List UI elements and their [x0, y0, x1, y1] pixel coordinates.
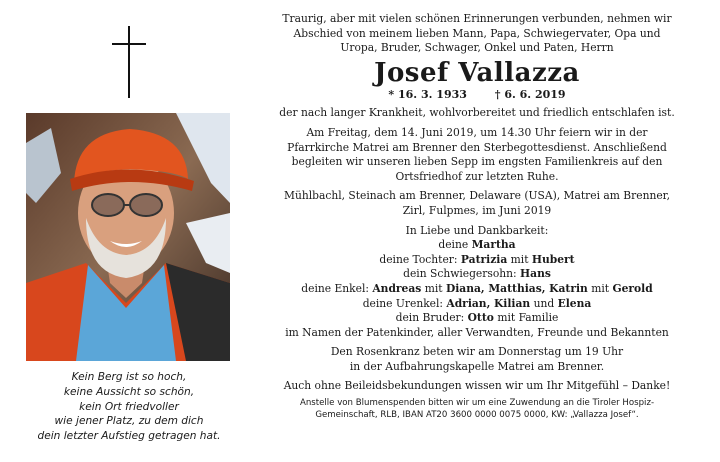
notice-text — [250, 12, 704, 421]
poem-line: keine Aussicht so schön, — [63, 385, 195, 398]
donation-line: Anstelle von Blumenspenden bitten wir um eine Zuwendung an die Tiroler Hospiz- — [299, 398, 655, 409]
poem-line: dein letzter Aufstieg getragen hat. — [37, 430, 221, 443]
passing-text: der nach langer Krankheit, wohlvorbereitet und friedlich entschlafen ist. — [279, 106, 675, 120]
intro-line: Traurig, aber mit vielen schönen Erinnerungen verbunden, nehmen wir — [282, 12, 672, 25]
poem-line: wie jener Platz, zu dem dich — [54, 415, 204, 428]
rosary-line: in der Aufbahrungskapelle Matrei am Brenner. — [349, 359, 605, 373]
portrait-photo — [26, 113, 230, 361]
family-greatgrandchildren: deine Urenkel: Adrian, Kilian und Elena — [362, 296, 592, 310]
poem-line: Kein Berg ist so hoch, — [71, 371, 187, 383]
poem-line: kein Ort friedvoller — [79, 400, 179, 413]
cross-icon — [112, 26, 146, 98]
family-wife: deine Martha — [438, 238, 516, 252]
funeral-line: begleiten wir unseren lieben Sepp im engsten Familienkreis auf den — [291, 155, 663, 169]
rosary-line: Den Rosenkranz beten wir am Donnerstag um 19 Uhr — [330, 345, 624, 359]
funeral-line: Ortsfriedhof zur letzten Ruhe. — [395, 169, 559, 183]
family-daughter: deine Tochter: Patrizia mit Hubert — [379, 252, 575, 266]
places-line: Mühlbachl, Steinach am Brenner, Delaware (USA), Matrei am Brenner, — [284, 189, 670, 203]
family-soninlaw: dein Schwiegersohn: Hans — [403, 267, 551, 281]
thanks-line: Auch ohne Beileidsbekundungen wissen wir um Ihr Mitgefühl – Danke! — [283, 379, 671, 393]
deceased-name: Josef Vallazza — [374, 57, 580, 88]
life-dates — [250, 88, 704, 103]
intro-line: Abschied von meinem lieben Mann, Papa, Schwiegervater, Opa und — [293, 26, 661, 40]
donation-line: Gemeinschaft, RLB, IBAN AT20 3600 0000 0075 0000, KW: „Vallazza Josef“. — [315, 410, 639, 421]
family-brother: dein Bruder: Otto mit Familie — [395, 311, 559, 325]
poem — [26, 370, 232, 444]
places-line: Zirl, Fulpmes, im Juni 2019 — [402, 203, 552, 217]
funeral-line: Am Freitag, dem 14. Juni 2019, um 14.30 Uhr feiern wir in der — [306, 125, 648, 139]
death-date: † 6. 6. 2019 — [494, 87, 566, 101]
family-intro: In Liebe und Dankbarkeit: — [405, 223, 549, 237]
birth-date: * 16. 3. 1933 — [388, 87, 467, 101]
family-grandchildren: deine Enkel: Andreas mit Diana, Matthias, Katrin mit Gerold — [301, 281, 653, 295]
intro-line: Uropa, Bruder, Schwager, Onkel und Paten, Herrn — [340, 41, 614, 55]
family-godchildren: im Namen der Patenkinder, aller Verwandten, Freunde und Bekannten — [285, 325, 669, 339]
funeral-line: Pfarrkirche Matrei am Brenner den Sterbegottesdienst. Anschließend — [287, 140, 667, 154]
